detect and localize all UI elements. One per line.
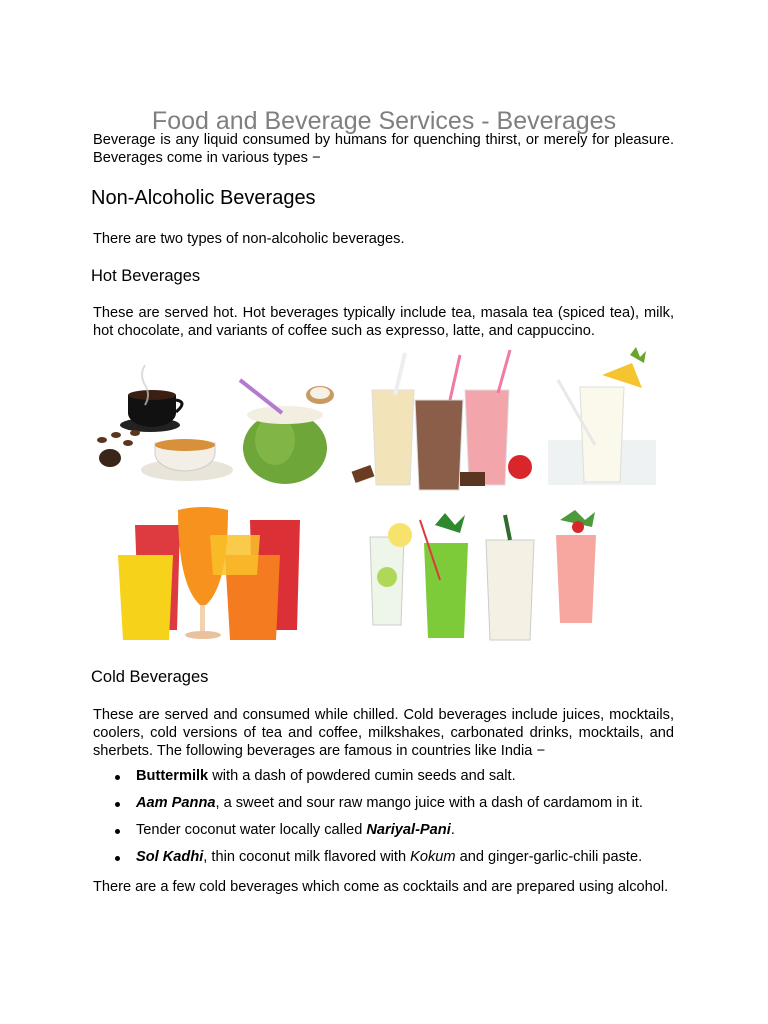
page-title: Food and Beverage Services - Beverages: [151, 106, 617, 135]
tender-coconut-image: [240, 380, 334, 484]
bullet-italic: Kokum: [410, 849, 456, 865]
bullet-text: , thin coconut milk flavored with: [203, 849, 411, 865]
non-alcoholic-heading: Non-Alcoholic Beverages: [91, 187, 316, 209]
coffee-and-tea-cups-image: [97, 365, 233, 481]
bullet-icon: [115, 775, 120, 780]
bullet-text: with a dash of powdered cumin seeds and salt.: [208, 768, 516, 784]
bullet-text: Tender coconut water locally called: [136, 822, 367, 838]
cold-beverages-heading: Cold Beverages: [91, 668, 209, 686]
intro-paragraph: Beverage is any liquid consumed by humans for quenching thirst, or merely for pleasure. Beverages come in various types −: [93, 132, 674, 166]
list-item: [93, 847, 683, 874]
list-item: [93, 793, 683, 820]
closing-text: There are a few cold beverages which come as cocktails and are prepared using alcohol.: [93, 879, 669, 895]
bullet-text: and ginger-garlic-chili paste.: [455, 849, 643, 865]
bullet-icon: [115, 856, 120, 861]
list-item: [93, 820, 683, 847]
beverage-illustrations: [90, 345, 670, 660]
hot-beverages-text: These are served hot. Hot beverages typically include tea, masala tea (spiced tea), milk, hot chocolate, and variants of coffee such as expresso, latte, and cappuccino.: [93, 305, 674, 339]
cold-beverages-list: [93, 766, 683, 874]
fruit-juices-image: [118, 507, 300, 640]
bullet-icon: [115, 829, 120, 834]
mocktails-image: [370, 510, 596, 640]
pineapple-smoothie-image: [548, 347, 656, 485]
non-alcoholic-text: There are two types of non-alcoholic beverages.: [93, 231, 405, 247]
bullet-lead: Nariyal-Pani: [366, 822, 451, 838]
bullet-text: , a sweet and sour raw mango juice with a dash of cardamom in it.: [215, 795, 643, 811]
milkshakes-image: [352, 350, 532, 490]
bullet-text: .: [450, 822, 455, 838]
bullet-icon: [115, 802, 120, 807]
bullet-lead: Sol Kadhi: [136, 849, 204, 865]
hot-beverages-heading: Hot Beverages: [91, 267, 201, 285]
bullet-lead: Buttermilk: [136, 768, 209, 784]
cold-beverages-text: These are served and consumed while chilled. Cold beverages include juices, mocktails, coolers, cold versions of tea and coffee, milkshakes, carbonated drinks, mocktails, and sherbets. The following beverages are famous in countries like India −: [93, 707, 674, 759]
list-item: [93, 766, 683, 793]
bullet-lead: Aam Panna: [136, 795, 216, 811]
